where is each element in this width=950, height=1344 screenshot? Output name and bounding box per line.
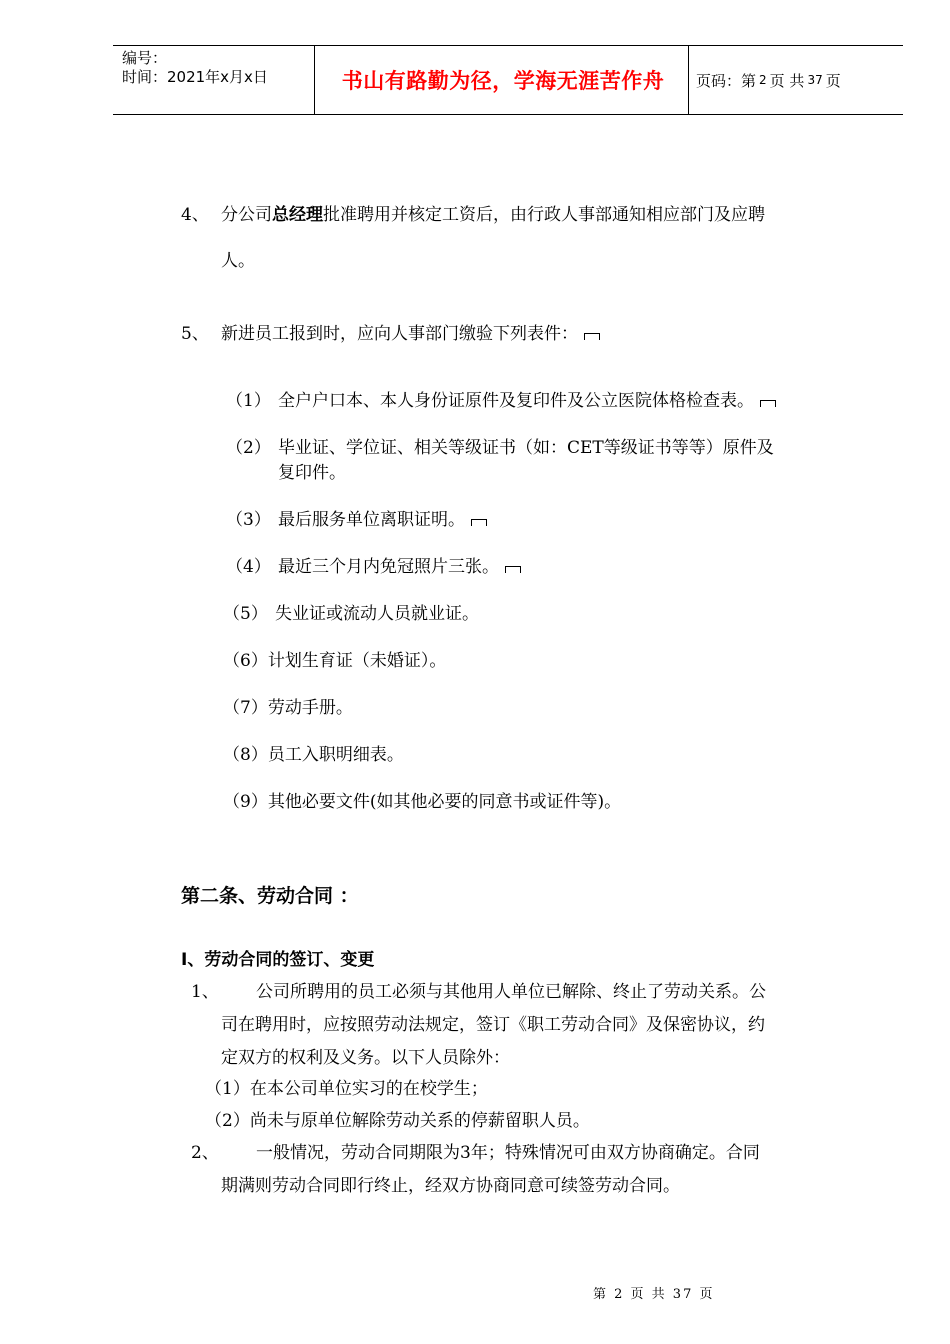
para-1-line3: 定双方的权利及义务。以下人员除外： xyxy=(221,1048,510,1068)
section-2-subheading: I、劳动合同的签订、变更 xyxy=(181,950,375,970)
item-4-text xyxy=(221,200,765,225)
sub-3-text xyxy=(278,505,487,530)
header-page-total: 37 xyxy=(807,73,823,87)
sub-4-text xyxy=(278,552,521,577)
para-2-line2: 期满则劳动合同即行终止，经双方协商同意可续签劳动合同。 xyxy=(221,1176,680,1196)
paragraph-mark-icon xyxy=(584,333,600,340)
sub-7-text: （7）劳动手册。 xyxy=(223,698,353,718)
sub-6-text: （6）计划生育证（未婚证）。 xyxy=(223,651,447,671)
sub-2-line1: 毕业证、学位证、相关等级证书（如：CET等级证书等等）原件及 xyxy=(278,438,774,458)
sub-4-number: （4） xyxy=(226,557,271,577)
page-footer: 第 2 页 共 37 页 xyxy=(593,1287,715,1302)
header-number-label: 编号： xyxy=(122,49,168,67)
sub-8-text: （8）员工入职明细表。 xyxy=(223,745,404,765)
item-5-number: 5、 xyxy=(181,324,209,344)
header-page-mid: 页 共 xyxy=(769,71,805,90)
paragraph-mark-icon xyxy=(505,566,521,573)
para-1-line1: 公司所聘用的员工必须与其他用人单位已解除、终止了劳动关系。公 xyxy=(256,982,766,1002)
header-page-indicator xyxy=(696,46,841,114)
section-2-title: 第二条、劳动合同 ： xyxy=(181,885,359,907)
item-4-bold-term: 总经理 xyxy=(272,205,323,225)
page-header xyxy=(113,45,903,115)
sub-1-number: （1） xyxy=(226,391,271,411)
header-page-suffix: 页 xyxy=(825,71,841,90)
item-4-line2: 人。 xyxy=(221,251,255,271)
para-1-number: 1、 xyxy=(191,982,219,1002)
sub-5-text: 失业证或流动人员就业证。 xyxy=(275,604,479,624)
item-4-prefix: 分公司 xyxy=(221,205,272,225)
sub-1-label: 全户户口本、本人身份证原件及复印件及公立医院体格检查表。 xyxy=(278,391,754,411)
item-4-number: 4、 xyxy=(181,205,209,225)
sub-4-label: 最近三个月内免冠照片三张。 xyxy=(278,557,499,577)
item-5-label: 新进员工报到时，应向人事部门缴验下列表件： xyxy=(221,324,578,344)
sub-3-number: （3） xyxy=(226,510,271,530)
para-2-line1: 一般情况，劳动合同期限为3年；特殊情况可由双方协商确定。合同 xyxy=(256,1143,760,1163)
para-1-sub-2: （2）尚未与原单位解除劳动关系的停薪留职人员。 xyxy=(205,1111,590,1131)
item-5-text xyxy=(221,319,600,344)
sub-5-number: （5） xyxy=(223,604,268,624)
header-page-prefix: 页码：第 xyxy=(696,71,757,90)
sub-3-label: 最后服务单位离职证明。 xyxy=(278,510,465,530)
header-page-current: 2 xyxy=(759,73,767,87)
para-1-line2: 司在聘用时，应按照劳动法规定，签订《职工劳动合同》及保密协议，约 xyxy=(221,1015,765,1035)
paragraph-mark-icon xyxy=(760,400,776,407)
sub-2-number: （2） xyxy=(226,438,271,458)
header-motto: 书山有路勤为径，学海无涯苦作舟 xyxy=(341,69,665,93)
sub-9-text: （9）其他必要文件(如其他必要的同意书或证件等)。 xyxy=(223,792,622,812)
header-divider-left xyxy=(314,46,315,114)
sub-1-text xyxy=(278,386,776,411)
header-time-label: 时间：2021年x月x日 xyxy=(122,68,268,86)
sub-2-line2: 复印件。 xyxy=(278,463,346,483)
header-meta xyxy=(122,46,312,114)
para-2-number: 2、 xyxy=(191,1143,219,1163)
item-4-suffix: 批准聘用并核定工资后，由行政人事部通知相应部门及应聘 xyxy=(323,205,765,225)
header-divider-right xyxy=(688,46,689,114)
paragraph-mark-icon xyxy=(471,519,487,526)
para-1-sub-1: （1）在本公司单位实习的在校学生； xyxy=(205,1079,488,1099)
